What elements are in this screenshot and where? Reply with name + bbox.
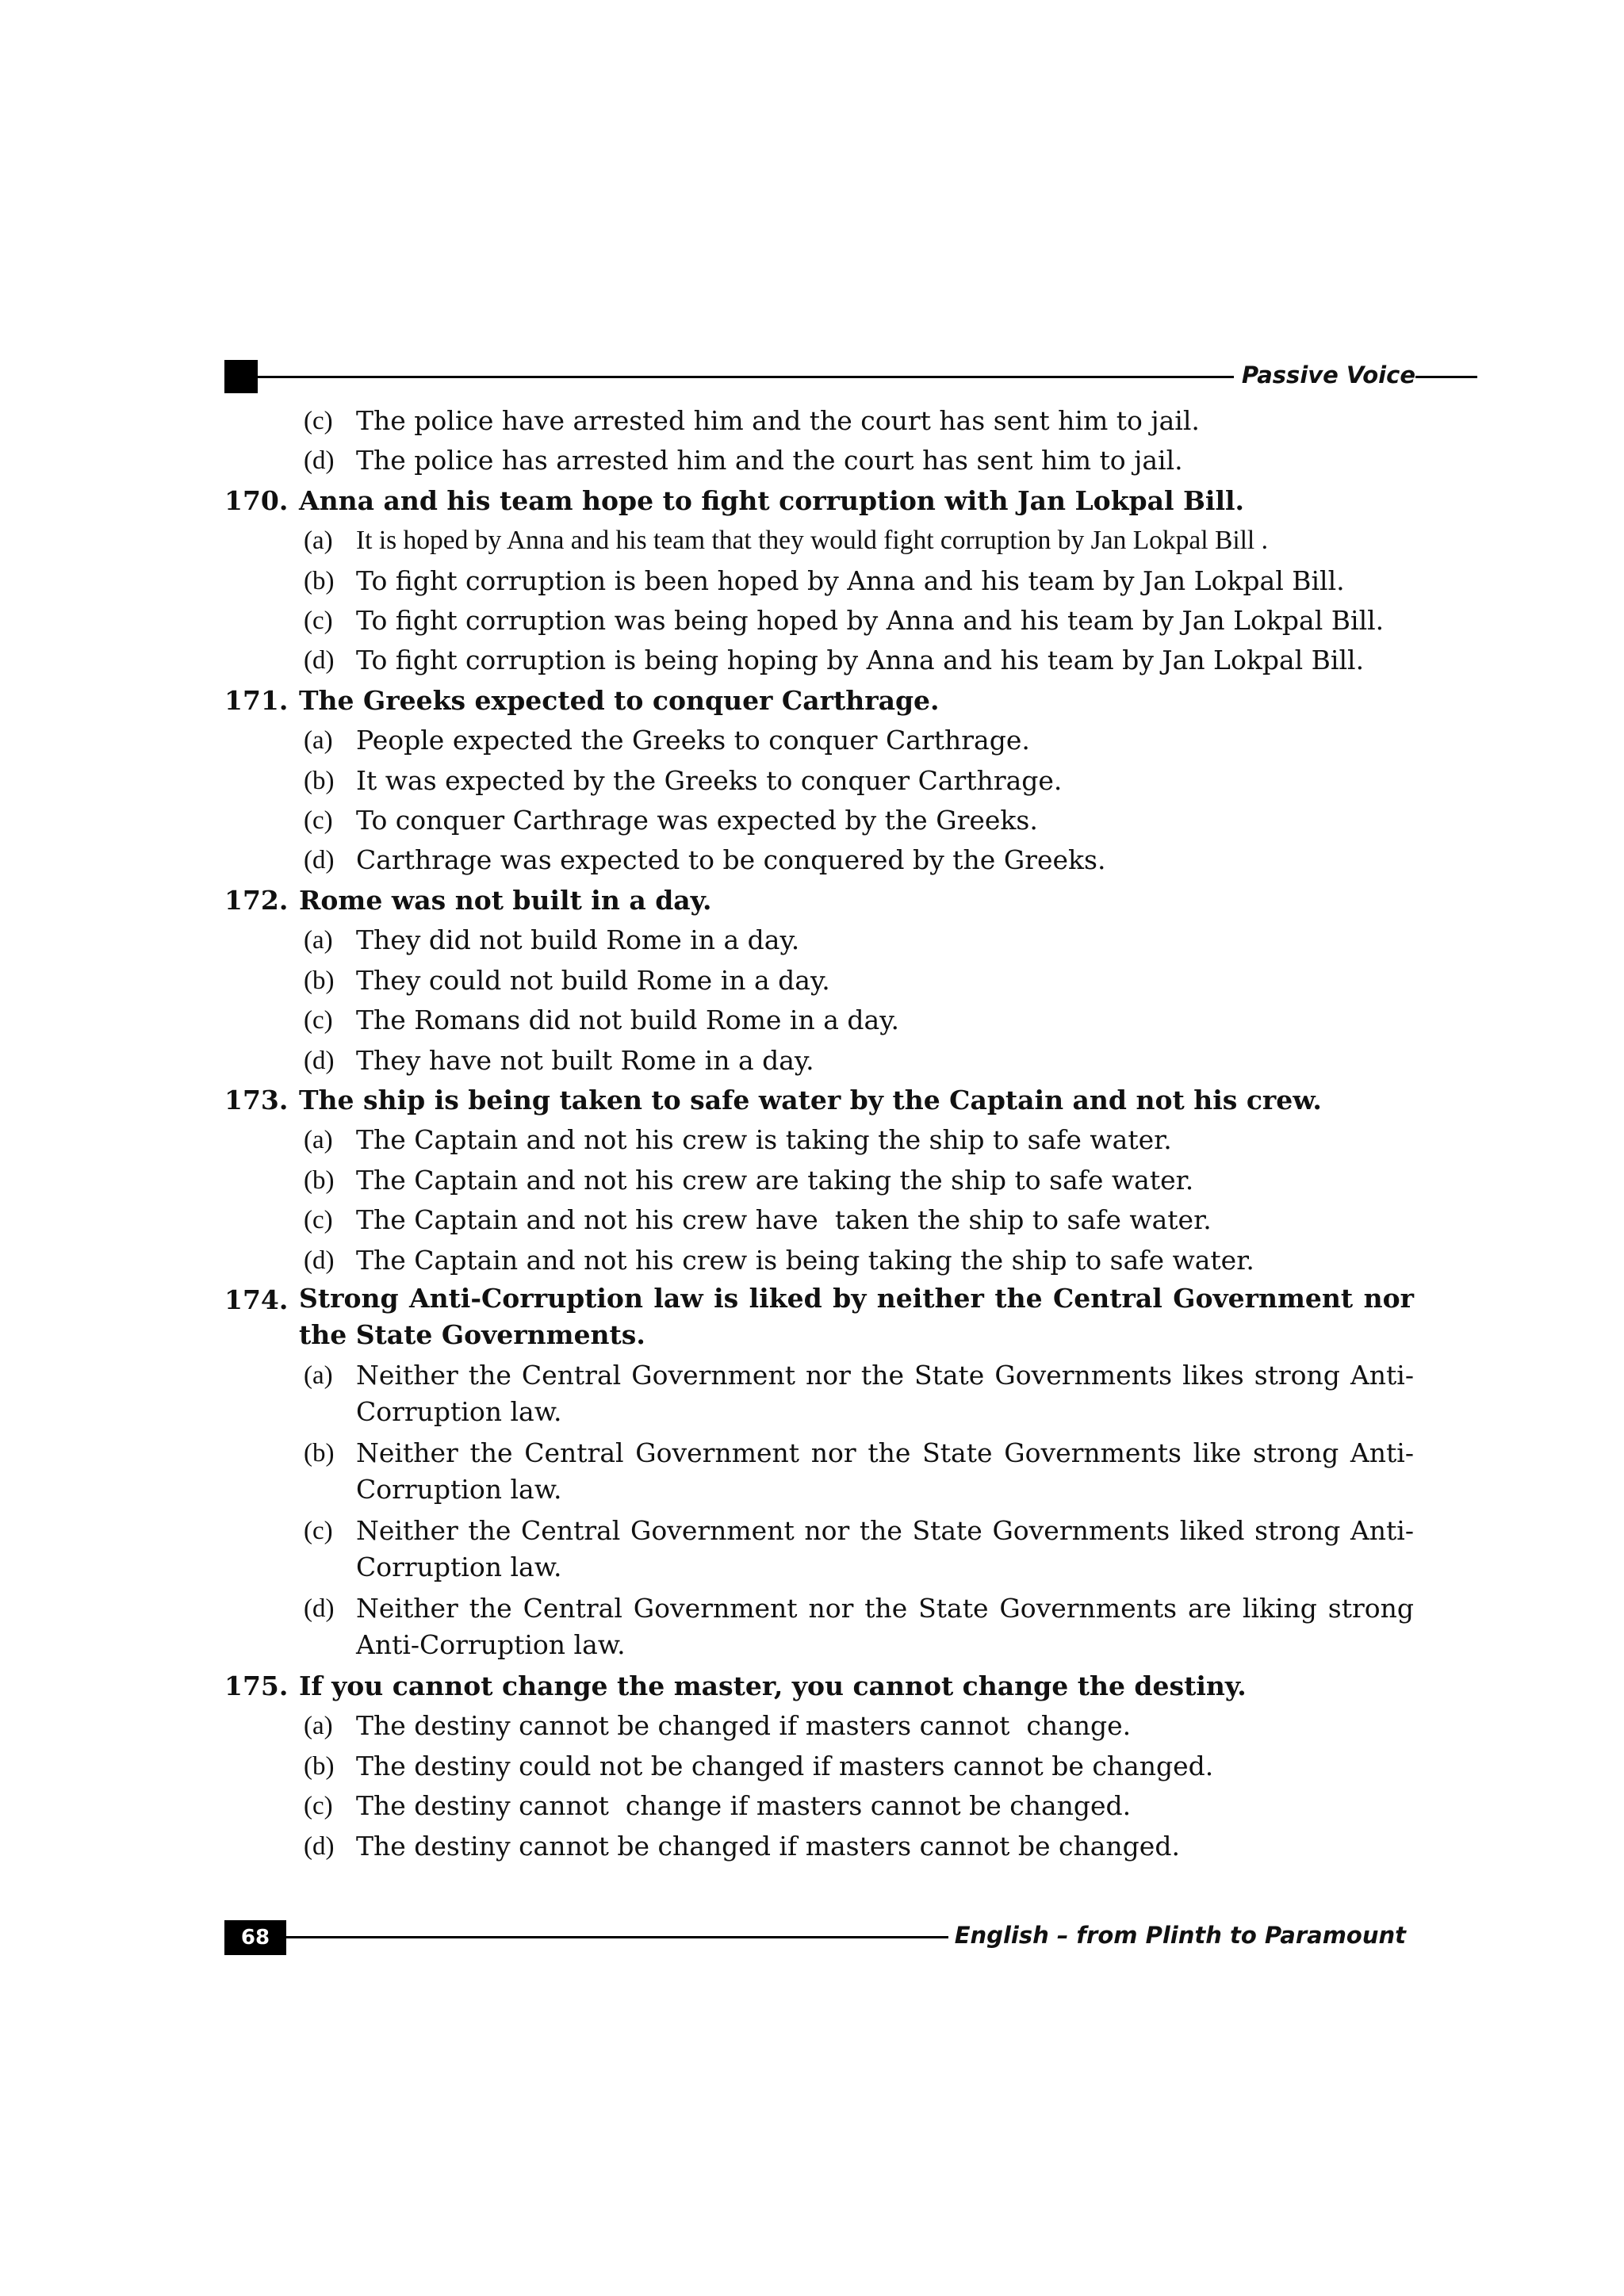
option-text: They could not build Rome in a day. <box>356 964 830 996</box>
option-text: They have not built Rome in a day. <box>356 1044 814 1076</box>
option-text: The destiny could not be changed if masters cannot be changed. <box>356 1750 1214 1781</box>
question-172 <box>224 881 1414 920</box>
option-item <box>224 1041 1414 1081</box>
option-item <box>224 401 1414 441</box>
option-text: The Romans did not build Rome in a day. <box>356 1004 899 1036</box>
option-item <box>224 1747 1414 1786</box>
option-text: To conquer Carthrage was expected by the Greeks. <box>356 805 1038 836</box>
option-text: The police has arrested him and the court has sent him to jail. <box>356 445 1183 476</box>
option-text: The Captain and not his crew have taken the ship to safe water. <box>356 1204 1212 1236</box>
option-item <box>224 1706 1414 1746</box>
option-text: To fight corruption was being hoped by Anna and his team by Jan Lokpal Bill. <box>356 605 1385 637</box>
option-item <box>224 840 1414 880</box>
option-item <box>224 1589 1414 1667</box>
option-text: Neither the Central Government nor the State Governments likes strong Anti-Corruption law. <box>356 1359 1414 1427</box>
option-label: (d) <box>304 646 335 675</box>
option-label: (a) <box>304 926 333 955</box>
option-label: (b) <box>304 1438 335 1468</box>
page-number: 68 <box>224 1920 286 1955</box>
question-content <box>224 401 1414 1866</box>
option-label: (c) <box>304 1206 333 1235</box>
option-item <box>224 1001 1414 1040</box>
option-item <box>224 1511 1414 1589</box>
option-label: (b) <box>304 766 335 795</box>
question-175 <box>224 1667 1414 1706</box>
option-item <box>224 521 1414 561</box>
option-item <box>224 1433 1414 1511</box>
option-label: (b) <box>304 1751 335 1781</box>
option-text: People expected the Greeks to conquer Carthrage. <box>356 725 1030 756</box>
option-text: It is hoped by Anna and his team that they would fight corruption by Jan Lokpal Bill . <box>356 526 1268 556</box>
option-label: (c) <box>304 806 333 836</box>
question-text: The Greeks expected to conquer Carthrage. <box>299 684 940 716</box>
page-footer <box>224 1920 1406 1955</box>
option-text: Neither the Central Government nor the State Governments are liking strong Anti-Corruption law. <box>356 1592 1414 1660</box>
option-item <box>224 561 1414 601</box>
option-item <box>224 601 1414 641</box>
option-text: They did not build Rome in a day. <box>356 924 800 956</box>
option-label: (b) <box>304 566 335 595</box>
option-item <box>224 1161 1414 1200</box>
option-text: Neither the Central Government nor the State Governments liked strong Anti-Corruption law. <box>356 1514 1414 1582</box>
option-text: The Captain and not his crew is taking the ship to safe water. <box>356 1124 1172 1156</box>
option-item <box>224 761 1414 801</box>
option-label: (d) <box>304 1246 335 1275</box>
question-number: 174. <box>224 1284 289 1315</box>
option-label: (a) <box>304 1126 333 1155</box>
option-text: The Captain and not his crew are taking the ship to safe water. <box>356 1164 1194 1196</box>
section-title: Passive Voice <box>1234 362 1415 388</box>
question-number: 171. <box>224 684 289 716</box>
option-label: (d) <box>304 446 335 476</box>
question-number: 175. <box>224 1670 289 1701</box>
option-label: (c) <box>304 1516 333 1545</box>
option-text: The destiny cannot change if masters cannot be changed. <box>356 1790 1132 1822</box>
option-text: The Captain and not his crew is being taking the ship to safe water. <box>356 1244 1254 1276</box>
option-item <box>224 801 1414 840</box>
question-170 <box>224 481 1414 521</box>
book-title: English – from Plinth to Paramount <box>948 1922 1406 1949</box>
question-number: 172. <box>224 884 289 916</box>
option-label: (b) <box>304 1165 335 1195</box>
option-item <box>224 1356 1414 1433</box>
question-number: 173. <box>224 1084 289 1115</box>
option-text: Carthrage was expected to be conquered by the Greeks. <box>356 844 1106 876</box>
option-text: It was expected by the Greeks to conquer Carthrage. <box>356 764 1063 796</box>
option-label: (d) <box>304 846 335 875</box>
option-item <box>224 1200 1414 1240</box>
option-label: (a) <box>304 1360 333 1390</box>
option-label: (a) <box>304 726 333 756</box>
option-label: (a) <box>304 1712 333 1741</box>
option-label: (d) <box>304 1046 335 1075</box>
option-text: The police have arrested him and the court has sent him to jail. <box>356 405 1200 436</box>
option-item <box>224 441 1414 480</box>
option-label: (d) <box>304 1831 335 1861</box>
question-number: 170. <box>224 484 289 516</box>
question-174 <box>224 1280 1414 1356</box>
option-item <box>224 1827 1414 1866</box>
option-text: Neither the Central Government nor the State Governments like strong Anti-Corruption law. <box>356 1437 1414 1505</box>
question-173 <box>224 1081 1414 1120</box>
option-label: (c) <box>304 407 333 435</box>
option-text: To fight corruption is being hoping by Anna and his team by Jan Lokpal Bill. <box>356 645 1365 676</box>
option-label: (b) <box>304 966 335 995</box>
question-171 <box>224 681 1414 721</box>
option-label: (c) <box>304 1006 333 1035</box>
option-item <box>224 920 1414 960</box>
question-text: Strong Anti-Corruption law is liked by neither the Central Government nor the State Governments. <box>299 1282 1414 1350</box>
option-item <box>224 1120 1414 1160</box>
option-label: (c) <box>304 607 333 636</box>
question-text: The ship is being taken to safe water by the Captain and not his crew. <box>299 1084 1322 1115</box>
option-item <box>224 1241 1414 1280</box>
question-text: Anna and his team hope to fight corruption with Jan Lokpal Bill. <box>299 484 1245 516</box>
option-label: (a) <box>304 526 333 556</box>
option-text: The destiny cannot be changed if masters cannot change. <box>356 1710 1132 1742</box>
option-item <box>224 1786 1414 1826</box>
option-text: The destiny cannot be changed if masters cannot be changed. <box>356 1830 1180 1862</box>
option-label: (c) <box>304 1792 333 1821</box>
option-item <box>224 961 1414 1001</box>
question-text: Rome was not built in a day. <box>299 884 712 916</box>
option-item <box>224 721 1414 760</box>
option-label: (d) <box>304 1594 335 1623</box>
page-header <box>224 358 1415 393</box>
question-text: If you cannot change the master, you cannot change the destiny. <box>299 1670 1247 1701</box>
header-square-marker <box>224 360 258 393</box>
option-item <box>224 641 1414 680</box>
option-text: To fight corruption is been hoped by Anna and his team by Jan Lokpal Bill. <box>356 564 1345 596</box>
